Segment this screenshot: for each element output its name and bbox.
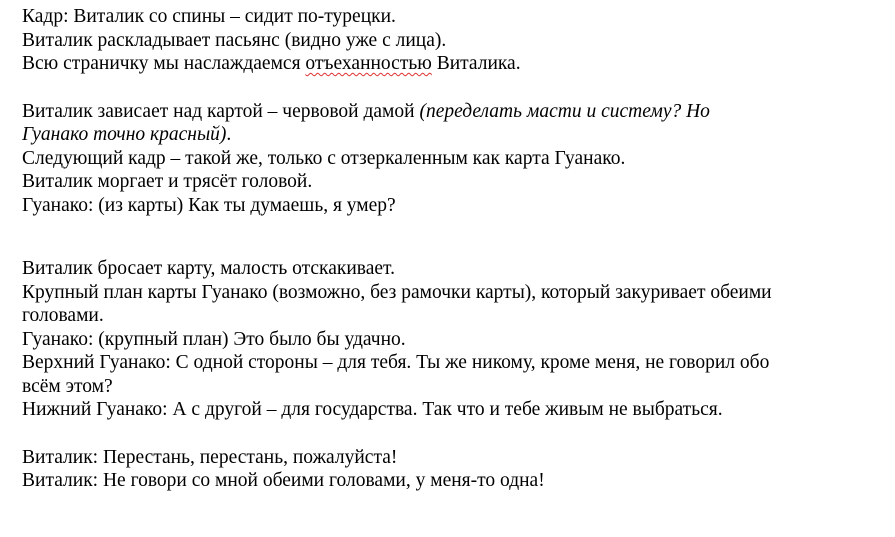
text-line xyxy=(22,52,890,76)
text-fragment: Всю страничку мы наслаждаемся xyxy=(22,53,306,74)
text-line: Виталик моргает и трясёт головой. xyxy=(22,171,313,192)
paragraph-spacer xyxy=(22,422,890,446)
text-line: Виталик бросает карту, малость отскакивает. xyxy=(22,258,395,279)
text-fragment: Виталика. xyxy=(431,53,521,74)
text-line: Кадр: Виталик со спины – сидит по-турецки. xyxy=(22,6,396,27)
text-line: Следующий кадр – такой же, только с отзеркаленным как карта Гуанако. xyxy=(22,147,626,169)
paragraph-card-scene xyxy=(22,100,890,218)
text-line: Верхний Гуанако: С одной стороны – для тебя. Ты же никому, кроме меня, не говорил обо xyxy=(22,352,770,373)
text-fragment: . xyxy=(226,124,232,145)
document-body xyxy=(22,5,890,493)
text-line: головами. xyxy=(22,305,104,326)
italic-note: Гуанако точно красный) xyxy=(22,124,227,145)
text-fragment: Виталик зависает над картой – червовой дамой xyxy=(22,100,420,122)
text-line: Гуанако: (крупный план) Это было бы удачно. xyxy=(22,328,406,350)
text-line xyxy=(22,123,890,147)
text-line: Крупный план карты Гуанако (возможно, без рамочки карты), который закуривает обеими xyxy=(22,281,772,303)
paragraph-scene-intro xyxy=(22,5,890,76)
italic-note: (переделать масти и систему? Но xyxy=(419,100,710,122)
text-line: Гуанако: (из карты) Как ты думаешь, я умер? xyxy=(22,194,396,216)
text-line: Виталик: Не говори со мной обеими головами, у меня-то одна! xyxy=(22,470,545,491)
text-line: Виталик: Перестань, перестань, пожалуйста! xyxy=(22,446,398,468)
paragraph-guanako-dialogue xyxy=(22,257,890,422)
text-line: всём этом? xyxy=(22,375,113,397)
text-line: Нижний Гуанако: А с другой – для государства. Так что и тебе живым не выбраться. xyxy=(22,399,723,420)
paragraph-vitalik-reply xyxy=(22,446,890,493)
paragraph-spacer xyxy=(22,217,890,257)
paragraph-spacer xyxy=(22,76,890,100)
text-line xyxy=(22,100,890,124)
text-line: Виталик раскладывает пасьянс (видно уже с лица). xyxy=(22,29,447,51)
misspelled-word[interactable]: отъеханностью xyxy=(305,53,432,74)
